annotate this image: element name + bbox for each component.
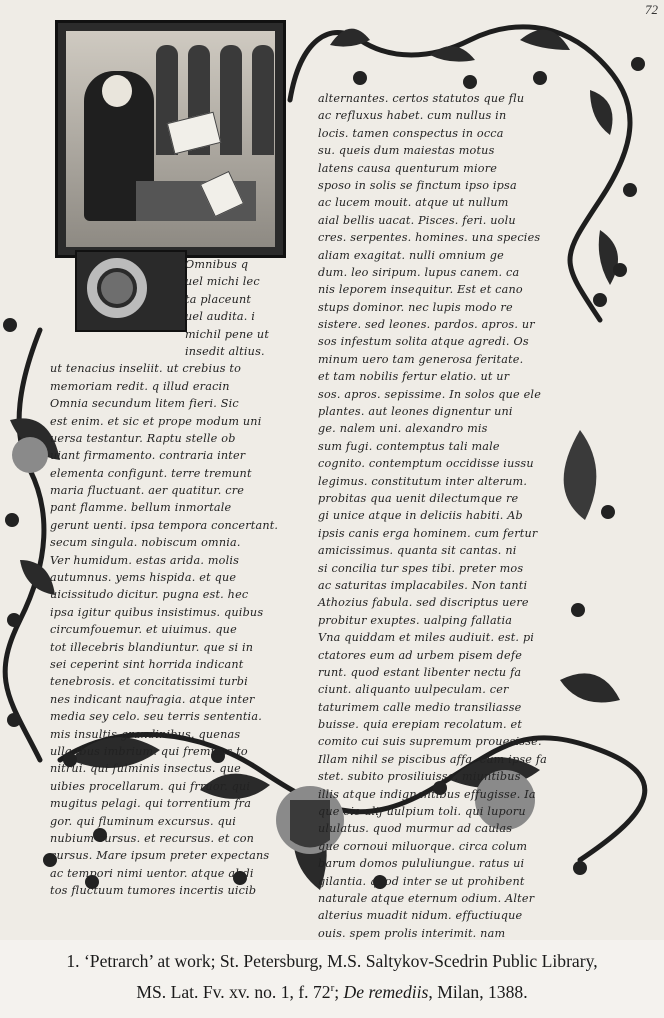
manuscript-text-line: uiant firmamento. contraria inter [50,449,246,463]
manuscript-text-line: Athozius fabula. sed discriptus uere [318,596,529,610]
manuscript-text-line: uel audita. i [185,310,256,324]
caption-number: 1. [66,951,80,971]
manuscript-text-line: nubium cursus. et recursus. et con [50,831,255,845]
manuscript-text-line: ac tempori nimi uentor. atque abdi [50,866,254,880]
manuscript-text-line: sistere. sed leones. pardos. apros. ur [318,318,535,332]
manuscript-text-line: probitas qua uenit dilectumque re [318,491,519,505]
manuscript-text-line: probitur exuptes. ualping fallatia [318,613,513,627]
manuscript-text-line: dum. leo siripum. lupus canem. ca [318,265,520,279]
manuscript-text-line: sum fugi. contemptus tali male [318,439,500,453]
manuscript-text-line: barum domos pululiungue. ratus ui [318,857,525,871]
manuscript-text-line: ut tenacius inseliit. ut crebius to [50,362,242,376]
manuscript-text-line: gor. qui fluminum excursus. qui [50,814,237,828]
manuscript-text-line: ipsa igitur quibus insistimus. quibus [50,605,264,619]
manuscript-text-line: cognito. contemptum occidisse iussu [318,457,534,471]
manuscript-text-line: circumfouemur. et uiuimus. que [50,623,237,637]
caption-text-2a: MS. Lat. Fv. xv. no. 1, f. 72 [136,981,331,1002]
caption-line-2 [0,975,664,1006]
manuscript-text-line: ge. nalem uni. alexandro mis [318,422,488,436]
manuscript-text-line: cres. serpentes. homines. una species [318,231,541,245]
window-arch [220,45,242,155]
folio-mark: 72 [645,2,658,17]
manuscript-text-line: ac lucem mouit. atque ut nullum [318,196,509,210]
manuscript-text-line: naturale atque eternum odium. Alter [318,891,535,905]
manuscript-text-line: autumnus. yems hispida. et que [50,571,237,585]
manuscript-text-line: et tam nobilis fertur elatio. ut ur [318,370,510,384]
manuscript-text-line: tenebrosis. et concitatissimi turbi [50,675,248,689]
manuscript-text-line: ipsis canis erga hominem. cum fertur [318,526,538,540]
manuscript-text-line: cursus. Mare ipsum preter expectans [50,849,270,863]
manuscript-text-line: su. queis dum maiestas motus [318,144,495,158]
manuscript-text-line: buisse. quia erepiam recolatum. et [318,718,523,732]
manuscript-text-line: runt. quod estant libenter nectu fa [318,665,522,679]
manuscript-text-line: Vna quiddam et miles audiuit. est. pi [318,631,535,645]
text-column-right [318,90,553,940]
manuscript-text-line: alterius muadit nidum. effuctiuque [318,909,523,923]
miniature-petrarch-at-desk [55,20,286,258]
manuscript-text-line: nitrui. qui fulminis insectus. que [50,762,241,776]
caption-text-2c: , Milan, 1388. [428,981,528,1002]
manuscript-text-line: illis atque indignantibus effugisse. Ia [318,787,536,801]
manuscript-text-line: taturimem calle medio transiliasse [318,700,522,714]
manuscript-text-line: ouis. spem prolis interimit. nam [318,926,506,940]
manuscript-text-line: aial bellis uacat. Pisces. feri. uolu [318,213,516,227]
manuscript-text-line: memoriam redit. q illud eracin [50,379,230,393]
manuscript-text-line: insedit altius. [185,344,265,358]
manuscript-text-line: ulla ibus imbrium. qui fremitus to [50,744,248,758]
manuscript-text-line: secum singula. nobiscum omnia. [50,536,241,550]
study-interior [66,31,275,247]
window-arch [252,45,274,155]
manuscript-text-line: gilantia. quod inter se ut prohibent [318,874,525,888]
manuscript-text-line: tos fluctuum tumores incertis uicib [50,884,257,898]
manuscript-text-line: nis leporem insequitur. Est et cano [318,283,523,297]
manuscript-text-line: latens causa quenturum miore [318,161,498,175]
manuscript-text-line: est enim. et sic et prope modum uni [50,414,262,428]
manuscript-text-line: gi unice atque in deliciis habiti. Ab [318,509,523,523]
manuscript-text-line: sposo in solis se finctum ipso ipsa [318,178,517,192]
manuscript-text-line: gerunt uenti. ipsa tempora concertant. [50,518,279,532]
caption-text-1: ‘Petrarch’ at work; St. Petersburg, M.S. Saltykov-Scedrin Public Library, [83,951,598,971]
manuscript-text-line: media sey celo. seu terris sententia. [50,710,262,724]
manuscript-text-line: aliam exagitat. nulli omnium ge [318,248,504,262]
manuscript-text-line: que cornoui miluorque. circa colum [318,839,528,853]
manuscript-text-line: uel michi lec [185,275,260,289]
manuscript-text-line: mugitus pelagi. qui torrentium fra [50,797,252,811]
manuscript-text-line: locis. tamen conspectus in occa [318,126,504,140]
manuscript-text-line: si concilia tur spes tibi. preter mos [318,561,524,575]
figure-caption [0,948,664,1006]
manuscript-text-line: stet. subito prosiliuisse. miuntibus [318,770,521,784]
manuscript-text-line: Omnibus q [185,258,249,271]
caption-folio-superscript: r [330,982,335,994]
manuscript-text-line: que oio alij uulpium toli. qui luporu [318,805,526,819]
manuscript-text-line: stups dominor. nec lupis modo re [318,300,513,314]
manuscript-text-line: Omnia secundum litem fieri. Sic [50,397,239,411]
manuscript-text-line: mis insultis grandinibus. quenas [50,727,241,741]
manuscript-text-line: ciunt. aliquanto uulpeculam. cer [318,683,509,697]
manuscript-text-line: alternantes. certos statutos que flu [318,92,525,105]
manuscript-text-line: sos. apros. sepissime. In solos que ele [318,387,542,401]
manuscript-text-line: plantes. aut leones dignentur uni [318,405,513,419]
caption-work-title: De remediis [343,981,429,1002]
caption-text-2b: ; [334,981,340,1002]
manuscript-text-line: Illam nihil se piscibus affa. cum ipse fa [318,752,548,766]
manuscript-text-line: uersa testantur. Raptu stelle ob [50,431,236,445]
manuscript-text-line: ac refluxus habet. cum nullus in [318,109,507,123]
manuscript-text-line: legimus. constitutum inter alterum. [318,474,528,488]
manuscript-text-line: uibies procellarum. qui frruor. qui [50,779,251,793]
manuscript-text-line: michil pene ut [185,327,270,341]
manuscript-text-line: Ver humidum. estas arida. molis [50,553,240,567]
manuscript-text-line: uicissitudo dicitur. pugna est. hec [50,588,249,602]
manuscript-text-line: nes indicant naufragia. atque inter [50,692,255,706]
manuscript-text-line: tot illecebris blandiuntur. que si in [50,640,254,654]
manuscript-text-line: sei ceperint sint horrida indicant [50,657,244,671]
manuscript-text-line: elementa configunt. terre tremunt [50,466,252,480]
manuscript-text-line: pant flamme. bellum inmortale [50,501,232,515]
caption-line-1 [0,948,664,975]
manuscript-text-line: ululatus. quod murmur ad caulas [318,822,513,836]
manuscript-text-line: maria fluctuant. aer quatitur. cre [50,484,245,498]
manuscript-text-line: ac saturitas implacabiles. Non tanti [318,578,528,592]
manuscript-text-line: amicissimus. quanta sit cantas. ni [318,544,517,558]
manuscript-text-line: ta placeunt [185,292,252,306]
scholar-head [102,75,132,107]
text-column-left [50,256,280,899]
manuscript-text-line: comito cui suis supremum prouesisse. [318,735,542,749]
manuscript-text-line: ctatores eum ad urbem pisem defe [318,648,523,662]
manuscript-text-line: sos infestum solita atque agredi. Os [318,335,529,349]
manuscript-text-line: minum uero tam generosa feritate. [318,352,524,366]
